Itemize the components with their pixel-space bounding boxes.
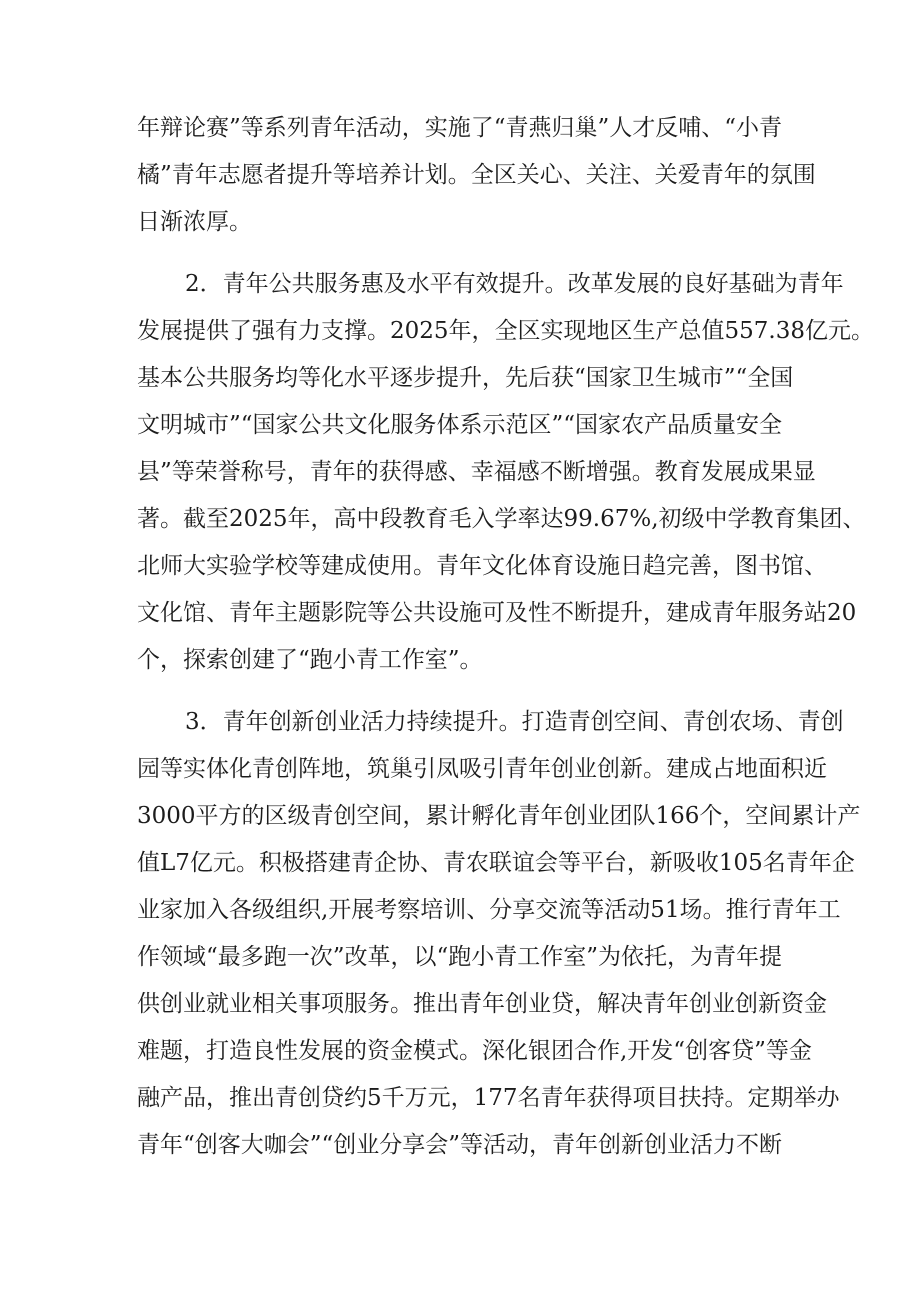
paragraph-start-line: 3．青年创新创业活力持续提升。打造青创空间、青创农场、青创	[185, 709, 844, 735]
text-line: 青年“创客大咖会”“创业分享会”等活动，青年创新创业活力不断	[137, 1132, 783, 1158]
text-line: 发展提供了强有力支撑。2025年，全区实现地区生产总值557.38亿元。	[137, 318, 875, 344]
text-line: 融产品，推出青创贷约5千万元，177名青年获得项目扶持。定期举办	[137, 1085, 840, 1111]
text-line: 3000平方的区级青创空间，累计孵化青年创业团队166个，空间累计产	[137, 803, 861, 829]
text-line: 日渐浓厚。	[137, 209, 252, 235]
text-line: 业家加入各级组织,开展考察培训、分享交流等活动51场。推行青年工	[137, 897, 841, 923]
text-line: 作领域“最多跑一次”改革，以“跑小青工作室”为依托，为青年提	[137, 944, 783, 970]
paragraph-start-line: 2．青年公共服务惠及水平有效提升。改革发展的良好基础为青年	[185, 271, 844, 297]
text-line: 著。截至2025年，高中段教育毛入学率达99.67%,初级中学教育集团、	[137, 506, 866, 532]
text-line: 个，探索创建了“跑小青工作室”。	[137, 647, 483, 673]
text-line: 北师大实验学校等建成使用。青年文化体育设施日趋完善，图书馆、	[137, 553, 827, 579]
text-line: 橘”青年志愿者提升等培养计划。全区关心、关注、关爱青年的氛围	[137, 162, 816, 188]
text-line: 供创业就业相关事项服务。推出青年创业贷，解决青年创业创新资金	[137, 991, 827, 1017]
text-line: 值L7亿元。积极搭建青企协、青农联谊会等平台，新吸收105名青年企	[137, 850, 855, 876]
text-line: 基本公共服务均等化水平逐步提升，先后获“国家卫生城市”“全国	[137, 365, 794, 391]
text-line: 年辩论赛”等系列青年活动，实施了“青燕归巢”人才反哺、“小青	[137, 115, 783, 141]
text-line: 文明城市”“国家公共文化服务体系示范区”“国家农产品质量安全	[137, 412, 783, 438]
text-line: 园等实体化青创阵地，筑巢引凤吸引青年创业创新。建成占地面积近	[137, 756, 827, 782]
text-line: 县”等荣誉称号，青年的获得感、幸福感不断增强。教育发展成果显	[137, 459, 816, 485]
text-line: 文化馆、青年主题影院等公共设施可及性不断提升，建成青年服务站20	[137, 600, 857, 626]
text-line: 难题，打造良性发展的资金模式。深化银团合作,开发“创客贷”等金	[137, 1038, 812, 1064]
